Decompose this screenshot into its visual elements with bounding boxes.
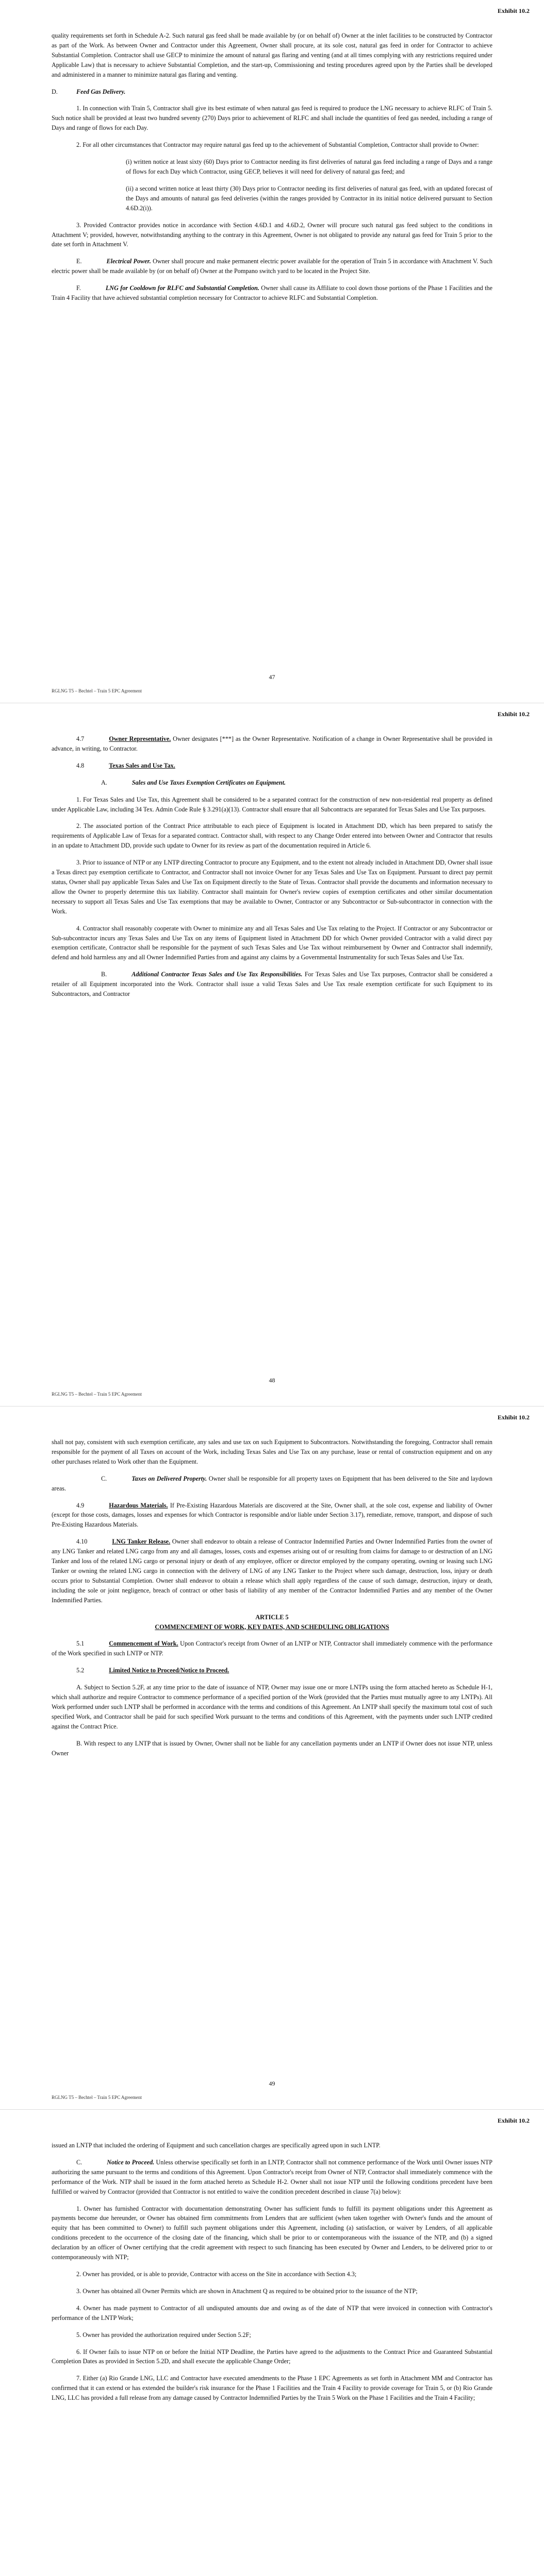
paragraph: F. LNG for Cooldown for RLFC and Substantial Completion. Owner shall cause its Affiliate to cool down those portions of the Phase 1 Facilities and the Train 4 Facility that have achieved substantial completion necessary for Contractor to achieve RLFC and Substantial Completion. (52, 284, 493, 302)
paragraph: 4. Contractor shall reasonably cooperate with Owner to minimize any and all Texas Sales and Use Tax relating to the Project. If Contractor or any Subcontractor or Sub-subcontractor incurs any Texas Sales and Use Tax on any items of Equipment listed in Attachment DD for which Owner provided Contractor with a valid direct pay exemption certificate, Contractor shall be responsible for the payment of such Texas Sales and Use Tax without reimbursement by Owner and Contractor shall indemnify, defend and hold harmless any and all Owner Indemnified Parties from and against any claims by a Governmental Instrumentality for such Texas Sales and Use Tax. (52, 924, 492, 961)
paragraph: 3. Prior to issuance of NTP or any LNTP directing Contractor to procure any Equipment, and to the extent not already included in Attachment DD, Owner shall issue a Texas direct pay exemption certificate to Contractor, and Contractor shall not invoice Owner for any Texas Sales and Use Tax on Equipment. Pursuant to direct pay permit status, Owner shall pay applicable Texas Sales and Use Tax on Equipment directly to the State of Texas. Contractor shall provide the documents and information necessary to allow the Owner to properly determine this tax liability. Contractor shall maintain for Owner's review copies of exemption certificates and other similar documentation necessary to support all Texas Sales and Use Tax exemptions that may be available to Owner, Contractor or any Subcontractor or Sub-subcontractor in connection with the Work. (52, 859, 492, 915)
paragraph: shall not pay, consistent with such exemption certificate, any sales and use tax on such Equipment to Subcontractors. Notwithstanding the foregoing, Contractor shall remain responsible for the payment of all Taxes on account of the Work, including Texas Sales and Use Tax on any purchase, lease or rental of construction equipment and on any other purchases related to Work other than the Equipment. (52, 1438, 492, 1465)
section-heading: 5.2 Limited Notice to Proceed/Notice to Proceed. (76, 1667, 229, 1674)
page-body (52, 734, 492, 1006)
page-footer: RGLNG T5 – Bechtel – Train 5 EPC Agreement (52, 2095, 142, 2100)
section-heading: D. Feed Gas Delivery. (52, 88, 126, 95)
paragraph: 2. For all other circumstances that Contractor may require natural gas feed up to the achievement of Substantial Completion, Contractor shall provide to Owner: (76, 141, 479, 149)
paragraph: C. Notice to Proceed. Unless otherwise specifically set forth in an LNTP, Contractor shall not commence performance of the Work until Owner issues NTP authorizing the same pursuant to the terms and conditions of this Agreement. Upon Contractor's receipt from Owner of NTP, Contractor shall immediately commence with the performance of the Work. NTP shall be issued in the form attached hereto as Schedule H-2. Owner shall not issue NTP until the following conditions precedent have been fulfilled or waived by Contractor (provided that Contractor is not entitled to waive the condition precedent described in clause 7(a) below): (52, 2158, 493, 2195)
page-footer: RGLNG T5 – Bechtel – Train 5 EPC Agreement (52, 688, 142, 693)
page-number: 48 (269, 1377, 275, 1384)
paragraph: 4.10 LNG Tanker Release. Owner shall endeavor to obtain a release of Contractor Indemnified Parties and Owner Indemnified Parties from the owner of any LNG Tanker and related LNG cargo from any and all damages, losses, costs and expenses arising out of or resulting from claims for damage to or destruction of an LNG Tanker and loss of the related LNG cargo or personal injury or death of any employee, officer or director employed by the company operating, owning or leasing such LNG Tanker or owning the related LNG cargo in connection with the delivery of LNG of any LNG Tanker to the Project where such damage, destruction, loss, injury or death occurs prior to Substantial Completion. Owner shall endeavor to obtain a release which shall apply regardless of the cause of such damage, destruction, injury or death, including the sole or joint negligence, breach of contract or other basis of liability of any member of the Contractor Indemnified Parties and any member of the Owner Indemnified Parties. (52, 1538, 493, 1604)
paragraph: 1. For Texas Sales and Use Tax, this Agreement shall be considered to be a separated contract for the construction of new non-residential real property as defined under Applicable Law, including 34 Tex. Admin Code Rule § 3.291(a)(13). Contractor shall ensure that all Subcontracts are separated for Texas Sales and Use Tax purposes. (52, 795, 492, 813)
paragraph: (i) written notice at least sixty (60) Days prior to Contractor needing its first deliveries of natural gas feed including a range of Days and a range of flows for each Day which Contractor, using GECP, believes it will need for delivery of natural gas feed; and (126, 158, 492, 175)
paragraph: 3. Provided Contractor provides notice in accordance with Section 4.6D.1 and 4.6D.2, Owner will procure such natural gas feed subject to the conditions in Attachment V; provided, however, notwithstanding anything to the contrary in this Agreement, Owner is not obligated to provide any natural gas feed for Train 5 prior to the date set forth in Attachment V. (52, 221, 492, 248)
list-item: 1. Owner has furnished Contractor with documentation demonstrating Owner has sufficient funds to fulfill its payment obligations under this Agreement as payments become due hereunder, or Owner has obtained firm commitments from Lenders that are sufficient (when taken together with Owner's funds and the amount of equity that has been committed to Owner) to fulfill such payment obligations under this Agreement, including (a) satisfaction, or waiver by Lenders, of all applicable conditions precedent to the occurrence of the closing date of the financing, which shall be prior to or contemporaneous with the issuance of the NTP, and (b) a signed declaration by an officer of Owner certifying that the credit agreement with respect to such financing has been executed by Owner and Lenders, to be delivered prior to or contemporaneously with NTP; (52, 2205, 492, 2261)
page-body (52, 31, 492, 310)
page-number: 49 (269, 2080, 275, 2087)
list-item: 5. Owner has provided the authorization required under Section 5.2F; (76, 2331, 251, 2338)
list-item: 2. Owner has provided, or is able to provide, Contractor with access on the Site in accordance with Section 4.3; (76, 2270, 357, 2278)
list-item: 3. Owner has obtained all Owner Permits which are shown in Attachment Q as required to be obtained prior to the issuance of the NTP; (76, 2287, 418, 2295)
paragraph: quality requirements set forth in Schedule A-2. Such natural gas feed shall be made available by (or on behalf of) Owner at the inlet facilities to be constructed by Contractor as part of the Work. As between Owner and Contractor under this Agreement, Owner shall procure, at its sole cost, natural gas feed in order for Contractor to achieve Substantial Completion. Contractor shall use GECP to minimize the amount of natural gas flaring and venting (and at all times complying with any restrictions required under Applicable Law) that is necessary to achieve Substantial Completion, and the start-up, Commissioning and testing procedures agreed upon by the Parties shall be developed and administered in a manner to minimize natural gas flaring and venting. (52, 32, 492, 78)
exhibit-label: Exhibit 10.2 (497, 2117, 530, 2124)
paragraph: A. Subject to Section 5.2F, at any time prior to the date of issuance of NTP, Owner may issue one or more LNTPs using the form attached hereto as Schedule H-1, which shall authorize and require Contractor to commence performance of a specified portion of the Work (provided that the Parties must mutually agree to any LNTPs). All Work performed under such LNTP shall be performed in accordance with the terms and conditions of this Agreement. An LNTP shall specify the maximum total cost of such specified Work, and Contractor shall be paid for such specified Work pursuant to the terms and conditions of this Agreement, with the payments under such LNTP credited against the Contract Price. (52, 1684, 492, 1730)
exhibit-label: Exhibit 10.2 (497, 7, 530, 14)
page-body (52, 2141, 492, 2410)
paragraph: 2. The associated portion of the Contract Price attributable to each piece of Equipment is located in Attachment DD, which has been prepared to satisfy the requirements of Applicable Law of Texas for a separated contract. Contractor shall, with respect to any Change Order entered into between Owner and Contractor that results in an update to Attachment DD, provide such update to Owner for its review as part of the documentation required in Article 6. (52, 822, 492, 850)
exhibit-label: Exhibit 10.2 (497, 1414, 530, 1421)
list-item: 4. Owner has made payment to Contractor of all undisputed amounts due and owing as of the date of NTP that were invoiced in connection with Contractor's performance of the LNTP Work; (52, 2304, 492, 2321)
paragraph: 4.7 Owner Representative. Owner designates [***] as the Owner Representative. Notification of a change in Owner Representative shall be provided in advance, in writing, to Contractor. (52, 735, 492, 752)
section-heading: A. Sales and Use Taxes Exemption Certificates on Equipment. (101, 778, 286, 786)
article-title: ARTICLE 5 (255, 1613, 289, 1621)
paragraph: 5.1 Commencement of Work. Upon Contractor's receipt from Owner of an LNTP or NTP, Contractor shall immediately commence with the performance of the Work specified in such LNTP or NTP. (52, 1640, 492, 1657)
paragraph: B. With respect to any LNTP that is issued by Owner, Owner shall not be liable for any cancellation payments under an LNTP if Owner does not issue NTP, unless Owner (52, 1739, 492, 1757)
document-page-48 (0, 703, 544, 1406)
list-item: 7. Either (a) Rio Grande LNG, LLC and Contractor have executed amendments to the Phase 1 EPC Agreements as set forth in Attachment MM and Contractor has confirmed that it can extend or has extended the builder's risk insurance for the Phase 1 Facilities and the Train 4 Facility to provide coverage for Train 5, or (b) Rio Grande LNG, LLC has provided a full release from any damage caused by Contractor Indemnified Parties by the Train 5 Work on the Phase 1 Facilities and the Train 4 Facility; (52, 2375, 492, 2402)
paragraph: E. Electrical Power. Owner shall procure and make permanent electric power available for the operation of Train 5 in accordance with Attachment V. Such electric power shall be made available by (or on behalf of) Owner at the Pompano switch yard to be located in the Project Site. (52, 258, 492, 275)
article-subtitle: COMMENCEMENT OF WORK, KEY DATES, AND SCHEDULING OBLIGATIONS (155, 1623, 389, 1631)
document-page-47 (0, 0, 544, 703)
paragraph: issued an LNTP that included the ordering of Equipment and such cancellation charges are specifically agreed upon in such LNTP. (52, 2142, 381, 2149)
paragraph: (ii) a second written notice at least thirty (30) Days prior to Contractor needing its first deliveries of natural gas feed, with an updated forecast of the Days and amounts of natural gas feed deliveries (within the ranges provided by Contractor in its initial notice delivered pursuant to Section 4.6D.2(i)). (126, 184, 492, 212)
list-item: 6. If Owner fails to issue NTP on or before the Initial NTP Deadline, the Parties have agreed to the adjustments to the Contract Price and Guaranteed Substantial Completion Dates as provided in Section 5.2D, and shall execute the applicable Change Order; (52, 2348, 492, 2365)
paragraph: C. Taxes on Delivered Property. Owner shall be responsible for all property taxes on Equipment that has been delivered to the Site and laydown areas. (52, 1475, 492, 1492)
paragraph: 1. In connection with Train 5, Contractor shall give its best estimate of when natural gas feed is required to produce the LNG necessary to achieve RLFC of Train 5. Such notice shall be provided at least two hundred seventy (270) Days prior to achievement of RLFC and shall include the quantities of feed gas needed, including a range of Days and range of flows for each Day. (52, 105, 492, 132)
paragraph: B. Additional Contractor Texas Sales and Use Tax Responsibilities. For Texas Sales and Use Tax purposes, Contractor shall be considered a retailer of all Equipment incorporated into the Work. Contractor shall issue a valid Texas Sales and Use Tax resale exemption certificate for such Equipment to its Subcontractors, and Contractor (52, 971, 493, 998)
exhibit-label: Exhibit 10.2 (497, 710, 530, 718)
paragraph: 4.9 Hazardous Materials. If Pre-Existing Hazardous Materials are discovered at the Site, Owner shall, at the sole cost, expense and liability of Owner (except for those costs, damages, losses and expenses for which Contractor is responsible and/or liable under Section 3.17), remediate, remove, transport, and dispose of such Pre-Existing Hazardous Materials. (52, 1501, 492, 1529)
section-heading: 4.8 Texas Sales and Use Tax. (76, 761, 175, 769)
document-page-49 (0, 1406, 544, 2110)
document-page-50 (0, 2110, 544, 2576)
page-footer: RGLNG T5 – Bechtel – Train 5 EPC Agreement (52, 1392, 142, 1397)
page-body (52, 1437, 492, 1765)
page-number: 47 (269, 673, 275, 681)
